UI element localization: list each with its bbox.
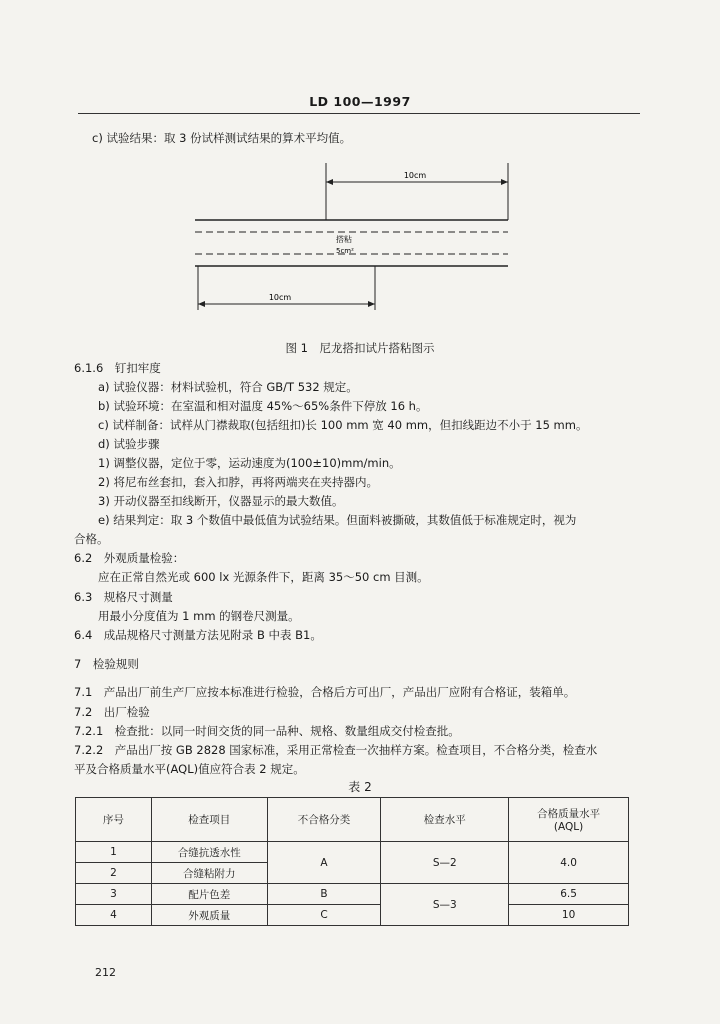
standard-code-header: LD 100—1997 <box>309 94 411 109</box>
header-aql <box>509 798 629 842</box>
nylon-strip-overlap-diagram <box>190 158 520 333</box>
header-aql-line2: (AQL) <box>553 821 584 833</box>
header-item: 检查项目 <box>151 798 267 842</box>
section-6-1-6-b: b) 试验环境：在室温和相对温度 45%～65%条件下停放 16 h。 <box>98 399 428 413</box>
table-row <box>76 842 629 863</box>
table-row <box>76 884 629 905</box>
section-6-4: 6.4 成品规格尺寸测量方法见附录 B 中表 B1。 <box>74 628 322 642</box>
class-c-cell: C <box>267 905 381 926</box>
figure-caption: 图 1 尼龙搭扣试片搭粘图示 <box>285 341 435 355</box>
level-s2-cell: S—2 <box>381 842 509 884</box>
inspection-table <box>75 797 629 926</box>
table-header-row <box>76 798 629 842</box>
section-7-1: 7.1 产品出厂前生产厂应按本标准进行检验，合格后方可出厂，产品出厂应附有合格证，装箱单。 <box>74 685 576 699</box>
header-no: 序号 <box>76 798 152 842</box>
section-6-2-heading: 6.2 外观质量检验： <box>74 551 185 565</box>
section-6-1-6-heading: 6.1.6 钉扣牢度 <box>74 361 161 375</box>
section-7-2-1: 7.2.1 检查批：以同一时间交货的同一品种、规格、数量组成交付检查批。 <box>74 724 460 738</box>
section-6-1-6-e: e) 结果判定：取 3 个数值中最低值为试验结果。但面料被撕破，其数值低于标准规定时，视为 <box>98 513 577 527</box>
header-rule <box>78 113 640 114</box>
row-no: 1 <box>76 842 152 863</box>
section-6-1-6-d3: 3) 开动仪器至扣线断开，仪器显示的最大数值。 <box>98 494 344 508</box>
bottom-dimension-label: 10cm <box>268 293 292 302</box>
top-arrow-left <box>326 179 333 185</box>
bottom-arrow-right <box>368 301 375 307</box>
aql-10-cell: 10 <box>509 905 629 926</box>
row-no: 3 <box>76 884 152 905</box>
section-7-2-2: 7.2.2 产品出厂按 GB 2828 国家标准，采用正常检查一次抽样方案。检查项目，不合格分类，检查水 <box>74 743 598 757</box>
section-6-1-6-e-cont: 合格。 <box>74 532 109 546</box>
class-a-cell: A <box>267 842 381 884</box>
row-item: 配片色差 <box>151 884 267 905</box>
section-6-1-6-d2: 2) 将尼布丝套扣，套入扣脖，再将两端夹在夹持器内。 <box>98 475 378 489</box>
row-item: 外观质量 <box>151 905 267 926</box>
section-7-2-2-cont: 平及合格质量水平(AQL)值应符合表 2 规定。 <box>74 762 305 776</box>
row-item: 合缝粘附力 <box>151 863 267 884</box>
test-result-c: c) 试验结果：取 3 份试样测试结果的算术平均值。 <box>92 131 352 145</box>
level-s3-cell: S—3 <box>381 884 509 926</box>
aql-4-cell: 4.0 <box>509 842 629 884</box>
table-row <box>76 905 629 926</box>
header-level: 检查水平 <box>381 798 509 842</box>
section-6-1-6-d: d) 试验步骤 <box>98 437 160 451</box>
section-6-3-heading: 6.3 规格尺寸测量 <box>74 590 173 604</box>
top-dimension-label: 10cm <box>403 171 427 180</box>
section-6-1-6-c: c) 试样制备：试样从门襟裁取(包括纽扣)长 100 mm 宽 40 mm，但扣线距边不小于 15 mm。 <box>98 418 588 432</box>
section-6-1-6-d1: 1) 调整仪器，定位于零，运动速度为(100±10)mm/min。 <box>98 456 401 470</box>
section-7-2-heading: 7.2 出厂检验 <box>74 705 150 719</box>
row-no: 4 <box>76 905 152 926</box>
row-item: 合缝抗透水性 <box>151 842 267 863</box>
page-number: 212 <box>95 966 116 979</box>
header-aql-line1: 合格质量水平 <box>537 808 601 820</box>
section-6-3-body: 用最小分度值为 1 mm 的钢卷尺测量。 <box>98 609 300 623</box>
table-title: 表 2 <box>348 780 372 794</box>
top-arrow-right <box>501 179 508 185</box>
bottom-arrow-left <box>198 301 205 307</box>
overlap-label: 搭粘 <box>336 235 352 244</box>
header-class: 不合格分类 <box>267 798 381 842</box>
row-no: 2 <box>76 863 152 884</box>
section-7-heading: 7 检验规则 <box>74 657 139 671</box>
section-6-1-6-a: a) 试验仪器：材料试验机，符合 GB/T 532 规定。 <box>98 380 358 394</box>
overlap-area-label: 5cm² <box>336 247 354 255</box>
class-b-cell: B <box>267 884 381 905</box>
aql-6-5-cell: 6.5 <box>509 884 629 905</box>
section-6-2-body: 应在正常自然光或 600 lx 光源条件下，距离 35～50 cm 目测。 <box>98 570 429 584</box>
